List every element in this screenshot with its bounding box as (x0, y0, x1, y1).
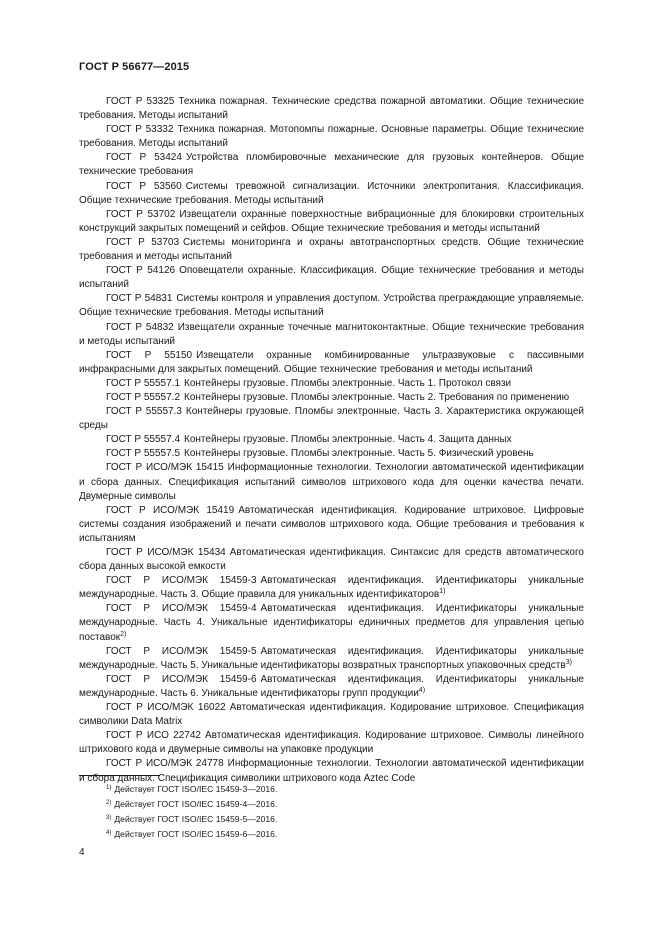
reference-code: ГОСТ Р 53325 (106, 96, 175, 107)
reference-item (79, 180, 584, 208)
reference-item (79, 574, 584, 602)
footnote-item (106, 797, 277, 812)
reference-item (79, 292, 584, 320)
reference-title: Автоматическая идентификация. Синтаксис для средств автоматического сбора данных высокой емкости (79, 547, 584, 573)
reference-code: ГОСТ Р ИСО/МЭК 15415 (106, 462, 224, 474)
footnote-item (106, 827, 277, 842)
reference-item (79, 447, 584, 461)
reference-title: Системы тревожной сигнализации. Источники электропитания. Классификация. Общие технические требования. Методы испытаний (79, 180, 584, 206)
reference-title: Техника пожарная. Технические средства пожарной автоматики. Общие технические требования. Методы испытаний (79, 96, 585, 122)
reference-title: Автоматическая идентификация. Идентификаторы уникальные международные. Часть 3. Общие правила для уникальных идентификаторов (79, 575, 584, 601)
footnote-text: Действует ГОСТ ISO/IEC 15459-3—2016. (114, 784, 278, 794)
reference-title: Извещатели охранные поверхностные вибрационные для блокировки строительных конструкций закрытых помещений и сейфов. Общие технические требования и методы испытаний (79, 208, 584, 234)
footnote-item (106, 782, 277, 797)
reference-code: ГОСТ Р ИСО/МЭК 24778 (106, 758, 224, 770)
reference-title: Системы контроля и управления доступом. Устройства преграждающие управляемые. Общие технические требования. Методы испытаний (79, 293, 584, 319)
reference-code: ГОСТ Р ИСО/МЭК 15434 (106, 547, 226, 558)
reference-title: Извещатели охранные комбинированные ультразвуковые с пассивными инфракрасными для закрытых помещений. Общие технические требования и методы испытаний (79, 349, 584, 375)
reference-item (79, 602, 584, 644)
reference-item (79, 461, 584, 503)
page-number: 4 (79, 847, 85, 858)
reference-title: Информационные технологии. Технологии автоматической идентификации и сбора данных. Спецификация символики штрихового кода Aztec Code (79, 758, 585, 784)
reference-item (79, 236, 584, 264)
reference-title: Системы мониторинга и охраны автотранспортных средств. Общие технические требования и методы испытаний (79, 236, 584, 263)
footnote-list (106, 782, 277, 842)
reference-item (79, 321, 584, 349)
reference-code: ГОСТ Р ИСО/МЭК 15459-4 (106, 603, 257, 615)
footnote-text: Действует ГОСТ ISO/IEC 15459-6—2016. (114, 828, 278, 839)
reference-item (79, 151, 584, 179)
reference-title: Контейнеры грузовые. Пломбы электронные. Часть 3. Характеристика окружающей среды (79, 406, 584, 432)
reference-item (79, 673, 584, 701)
footnote-mark: 1) (106, 785, 112, 791)
footnote-divider (79, 775, 160, 776)
reference-code: ГОСТ Р 55150 (106, 349, 193, 361)
reference-item (79, 123, 584, 151)
reference-list (79, 95, 584, 786)
reference-title: Автоматическая идентификация. Идентификаторы уникальные международные. Часть 5. Уникальные идентификаторы возвратных транспортных упаковочных средств (79, 645, 584, 671)
reference-title: Информационные технологии. Технологии автоматической идентификации и сбора данных. Спецификация испытаний символов штрихового кода для оценки качества печати. Двумерные символы (79, 462, 585, 502)
reference-code: ГОСТ Р ИСО/МЭК 16022 (106, 702, 226, 714)
reference-title: Автоматическая идентификация. Кодирование штриховое. Символы линейного штрихового кода и двумерные символы на упаковке продукции (79, 730, 584, 756)
reference-item (79, 264, 584, 292)
reference-code: ГОСТ Р ИСО/МЭК 15459-5 (106, 645, 257, 657)
footnote-mark: 2) (106, 799, 112, 806)
reference-code: ГОСТ Р 53424 (106, 152, 182, 164)
reference-code: ГОСТ Р 54832 (106, 321, 174, 333)
reference-title: Автоматическая идентификация. Кодирование штриховое. Цифровые системы создания изображений и печати символов штрихового кода. Общие требования и требования к испытаниям (79, 504, 585, 544)
reference-code: ГОСТ Р 55557.5 (106, 448, 181, 460)
reference-title: Контейнеры грузовые. Пломбы электронные. Часть 4. Защита данных (184, 434, 512, 446)
reference-title: Контейнеры грузовые. Пломбы электронные. Часть 5. Физический уровень (184, 448, 534, 460)
reference-code: ГОСТ Р 54126 (106, 265, 176, 277)
reference-item (79, 95, 584, 123)
reference-item (79, 729, 584, 757)
footnote-marker: 2) (120, 630, 127, 638)
footnote-text: Действует ГОСТ ISO/IEC 15459-5—2016. (114, 813, 278, 824)
reference-code: ГОСТ Р 55557.2 (106, 391, 181, 403)
reference-title: Автоматическая идентификация. Идентификаторы уникальные международные. Часть 6. Уникальные идентификаторы групп продукции (79, 673, 584, 699)
reference-item (79, 701, 584, 729)
reference-title: Оповещатели охранные. Классификация. Общие технические требования и методы испытаний (79, 265, 584, 291)
reference-item (79, 433, 584, 447)
reference-item (79, 546, 584, 574)
footnote-item (106, 812, 277, 827)
reference-title: Устройства пломбировочные механические для грузовых контейнеров. Общие технические требования (79, 152, 585, 178)
reference-title: Автоматическая идентификация. Идентификаторы уникальные международные. Часть 4. Уникальные идентификаторы единичных предметов для управления цепью поставок (79, 603, 584, 643)
reference-item (79, 645, 584, 673)
reference-item (79, 391, 584, 405)
reference-item (79, 208, 584, 236)
reference-code: ГОСТ Р 53560 (106, 180, 182, 192)
reference-code: ГОСТ Р 53332 (106, 124, 174, 136)
reference-title: Контейнеры грузовые. Пломбы электронные. Часть 2. Требования по применению (184, 391, 570, 403)
reference-code: ГОСТ Р 55557.1 (106, 377, 181, 389)
reference-title: Автоматическая идентификация. Кодирование штриховое. Спецификация символики Data Matrix (79, 702, 584, 728)
reference-code: ГОСТ Р ИСО/МЭК 15459-3 (106, 575, 257, 587)
reference-code: ГОСТ Р 53703 (106, 236, 180, 248)
footnote-marker: 1) (439, 588, 446, 596)
reference-title: Извещатели охранные точечные магнитоконтактные. Общие технические требования и методы испытаний (79, 321, 584, 347)
reference-title: Техника пожарная. Мотопомпы пожарные. Основные параметры. Общие технические требования. Методы испытаний (79, 124, 584, 150)
reference-item (79, 504, 584, 546)
page-header: ГОСТ Р 56677—2015 (79, 61, 190, 73)
reference-item (79, 405, 584, 433)
footnote-mark: 3) (106, 814, 112, 821)
reference-code: ГОСТ Р ИСО 22742 (106, 730, 201, 742)
reference-code: ГОСТ Р 54831 (106, 293, 173, 305)
footnote-mark: 4) (106, 829, 112, 836)
reference-code: ГОСТ Р 55557.4 (106, 434, 181, 446)
reference-title: Контейнеры грузовые. Пломбы электронные. Часть 1. Протокол связи (184, 377, 512, 389)
reference-code: ГОСТ Р 55557.3 (106, 406, 182, 418)
reference-code: ГОСТ Р 53702 (106, 208, 176, 220)
reference-item (79, 349, 584, 377)
footnote-text: Действует ГОСТ ISO/IEC 15459-4—2016. (114, 798, 278, 809)
footnote-marker: 4) (418, 686, 426, 694)
footnote-marker: 3) (565, 658, 572, 666)
reference-code: ГОСТ Р ИСО/МЭК 15459-6 (106, 673, 257, 685)
reference-item (79, 377, 584, 391)
reference-code: ГОСТ Р ИСО/МЭК 15419 (106, 504, 235, 516)
